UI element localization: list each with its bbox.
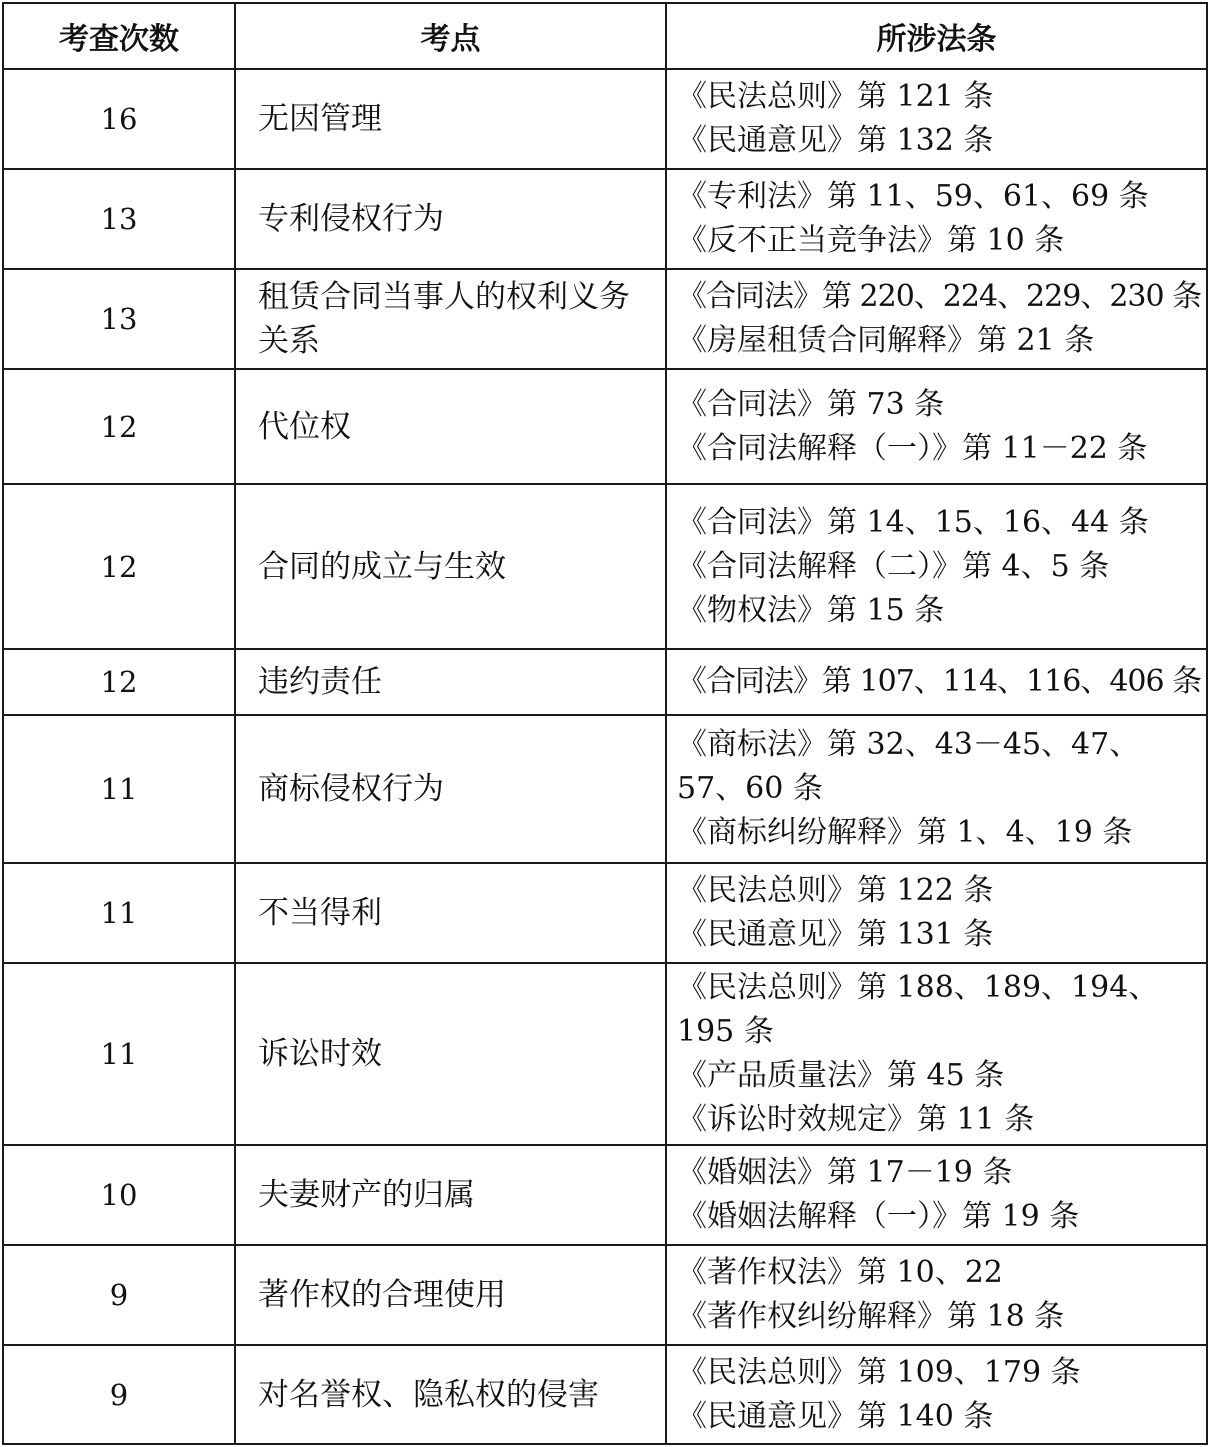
- law-line: 《民通意见》第 132 条: [677, 123, 994, 158]
- topic-cell: 著作权的合理使用: [235, 1245, 666, 1345]
- count-cell: 12: [3, 649, 235, 715]
- law-cell: [666, 69, 1207, 169]
- count-cell: 11: [3, 863, 235, 963]
- law-line: 《产品质量法》第 45 条: [677, 1058, 1005, 1093]
- law-cell: [666, 715, 1207, 863]
- law-cell: [666, 1345, 1207, 1444]
- law-line: 《商标纠纷解释》第 1、4、19 条: [677, 815, 1133, 850]
- topic-cell: 专利侵权行为: [235, 169, 666, 269]
- table-row: [3, 69, 1207, 169]
- topic-cell: 违约责任: [235, 649, 666, 715]
- law-line: 《合同法》第 107、114、116、406 条: [677, 664, 1202, 699]
- table-row: [3, 1145, 1207, 1245]
- topic-cell: 代位权: [235, 369, 666, 484]
- table-row: [3, 269, 1207, 369]
- count-cell: 11: [3, 963, 235, 1145]
- count-cell: 10: [3, 1145, 235, 1245]
- topic-cell: 诉讼时效: [235, 963, 666, 1145]
- law-line: 《民法总则》第 121 条: [677, 79, 994, 114]
- law-cell: [666, 169, 1207, 269]
- count-cell: 11: [3, 715, 235, 863]
- topic-cell: 商标侵权行为: [235, 715, 666, 863]
- count-cell: 9: [3, 1245, 235, 1345]
- law-line: 《专利法》第 11、59、61、69 条: [677, 179, 1149, 214]
- topic-cell: 夫妻财产的归属: [235, 1145, 666, 1245]
- header-count: 考查次数: [3, 3, 235, 69]
- law-line: 《诉讼时效规定》第 11 条: [677, 1102, 1035, 1137]
- law-line: 《物权法》第 15 条: [677, 592, 945, 628]
- law-cell: [666, 649, 1207, 715]
- count-cell: 9: [3, 1345, 235, 1444]
- law-line: 《民法总则》第 109、179 条: [677, 1354, 1081, 1390]
- law-line: 《合同法解释（一）》第 11－22 条: [677, 430, 1148, 466]
- law-line: 《民法总则》第 122 条: [677, 873, 994, 908]
- law-cell: [666, 863, 1207, 963]
- law-line: 《合同法》第 14、15、16、44 条: [677, 504, 1149, 540]
- law-line: 《合同法》第 73 条: [677, 386, 945, 422]
- count-cell: 12: [3, 369, 235, 484]
- table-row: [3, 649, 1207, 715]
- law-line: 《著作权法》第 10、22: [677, 1255, 1003, 1290]
- header-row: [3, 3, 1207, 69]
- law-topics-table: [2, 2, 1208, 1445]
- table-row: [3, 863, 1207, 963]
- table-row: [3, 484, 1207, 649]
- law-line: 《反不正当竞争法》第 10 条: [677, 223, 1065, 258]
- count-cell: 13: [3, 269, 235, 369]
- law-line: 《著作权纠纷解释》第 18 条: [677, 1299, 1065, 1334]
- header-topic: 考点: [235, 3, 666, 69]
- law-line: 《民通意见》第 131 条: [677, 917, 994, 952]
- law-cell: [666, 269, 1207, 369]
- table-row: [3, 1245, 1207, 1345]
- law-cell: [666, 484, 1207, 649]
- table-row: [3, 169, 1207, 269]
- table-body: [3, 69, 1207, 1444]
- law-line: 《合同法解释（二）》第 4、5 条: [677, 548, 1110, 584]
- table-row: [3, 963, 1207, 1145]
- law-line: 《合同法》第 220、224、229、230 条: [677, 279, 1202, 314]
- table-row: [3, 715, 1207, 863]
- header-laws: 所涉法条: [666, 3, 1207, 69]
- topic-cell: 租赁合同当事人的权利义务关系: [235, 269, 666, 369]
- law-cell: [666, 1245, 1207, 1345]
- law-line: 《民通意见》第 140 条: [677, 1398, 994, 1434]
- topic-cell: 无因管理: [235, 69, 666, 169]
- table-row: [3, 369, 1207, 484]
- law-line: 《商标法》第 32、43－45、47、57、60 条: [677, 727, 1140, 806]
- law-line: 《房屋租赁合同解释》第 21 条: [677, 323, 1095, 358]
- law-line: 《婚姻法》第 17－19 条: [677, 1155, 1013, 1190]
- count-cell: 12: [3, 484, 235, 649]
- topic-cell: 不当得利: [235, 863, 666, 963]
- topic-cell: 对名誉权、隐私权的侵害: [235, 1345, 666, 1444]
- count-cell: 13: [3, 169, 235, 269]
- law-line: 《民法总则》第 188、189、194、195 条: [677, 970, 1159, 1049]
- law-cell: [666, 369, 1207, 484]
- count-cell: 16: [3, 69, 235, 169]
- law-line: 《婚姻法解释（一）》第 19 条: [677, 1199, 1080, 1234]
- topic-cell: 合同的成立与生效: [235, 484, 666, 649]
- law-cell: [666, 1145, 1207, 1245]
- table-row: [3, 1345, 1207, 1444]
- law-cell: [666, 963, 1207, 1145]
